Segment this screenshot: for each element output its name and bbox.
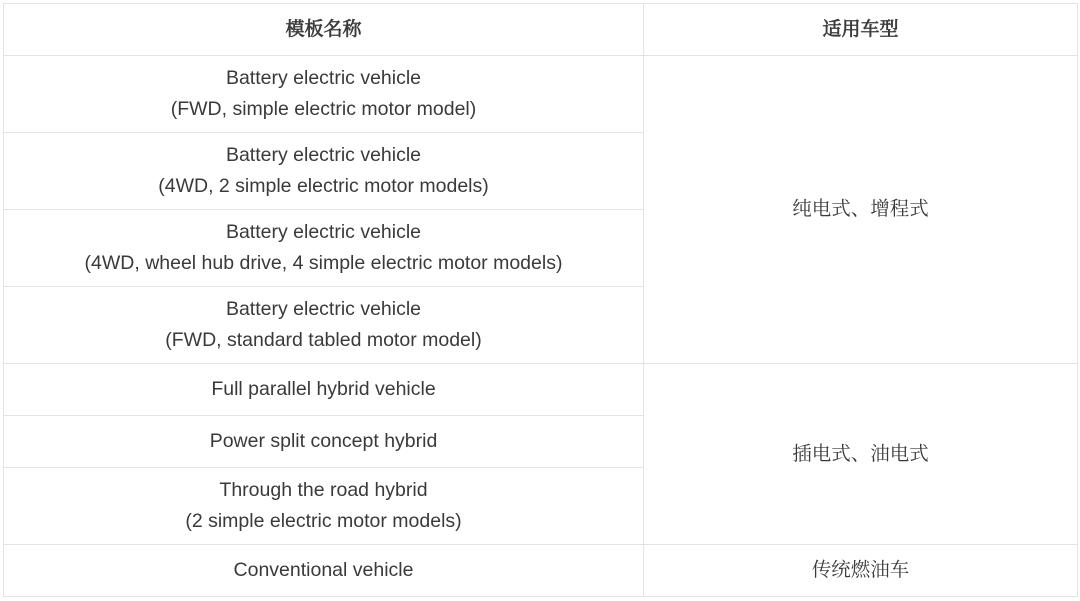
applicable-type-cell: 插电式、油电式 <box>644 364 1078 545</box>
header-row <box>4 4 1078 56</box>
template-name-cell <box>4 133 644 210</box>
template-name-line2: (FWD, standard tabled motor model) <box>165 329 482 351</box>
template-name-cell <box>4 287 644 364</box>
template-name-line1: Battery electric vehicle <box>225 144 422 166</box>
vehicle-template-table <box>3 3 1078 597</box>
template-name-cell: Conventional vehicle <box>4 545 644 597</box>
template-name-cell <box>4 56 644 133</box>
template-name-cell: Full parallel hybrid vehicle <box>4 364 644 416</box>
table-container <box>3 3 1077 597</box>
template-name-cell: Power split concept hybrid <box>4 416 644 468</box>
template-name-line1: Battery electric vehicle <box>225 221 422 243</box>
template-name-line2: (2 simple electric motor models) <box>185 510 462 532</box>
template-name-line1: Battery electric vehicle <box>225 67 422 89</box>
applicable-type-cell: 传统燃油车 <box>644 545 1078 597</box>
template-name-line1: Through the road hybrid <box>219 479 428 501</box>
template-name-line2: (4WD, wheel hub drive, 4 simple electric motor models) <box>84 252 563 274</box>
template-name-cell <box>4 210 644 287</box>
header-template-name: 模板名称 <box>4 4 644 56</box>
template-name-line2: (FWD, simple electric motor model) <box>170 98 477 120</box>
table-row <box>4 364 1078 416</box>
table-row <box>4 545 1078 597</box>
applicable-type-cell: 纯电式、增程式 <box>644 56 1078 364</box>
header-applicable-type: 适用车型 <box>644 4 1078 56</box>
template-name-cell <box>4 468 644 545</box>
template-name-line2: (4WD, 2 simple electric motor models) <box>158 175 489 197</box>
template-name-line1: Battery electric vehicle <box>225 298 422 320</box>
table-row <box>4 56 1078 133</box>
